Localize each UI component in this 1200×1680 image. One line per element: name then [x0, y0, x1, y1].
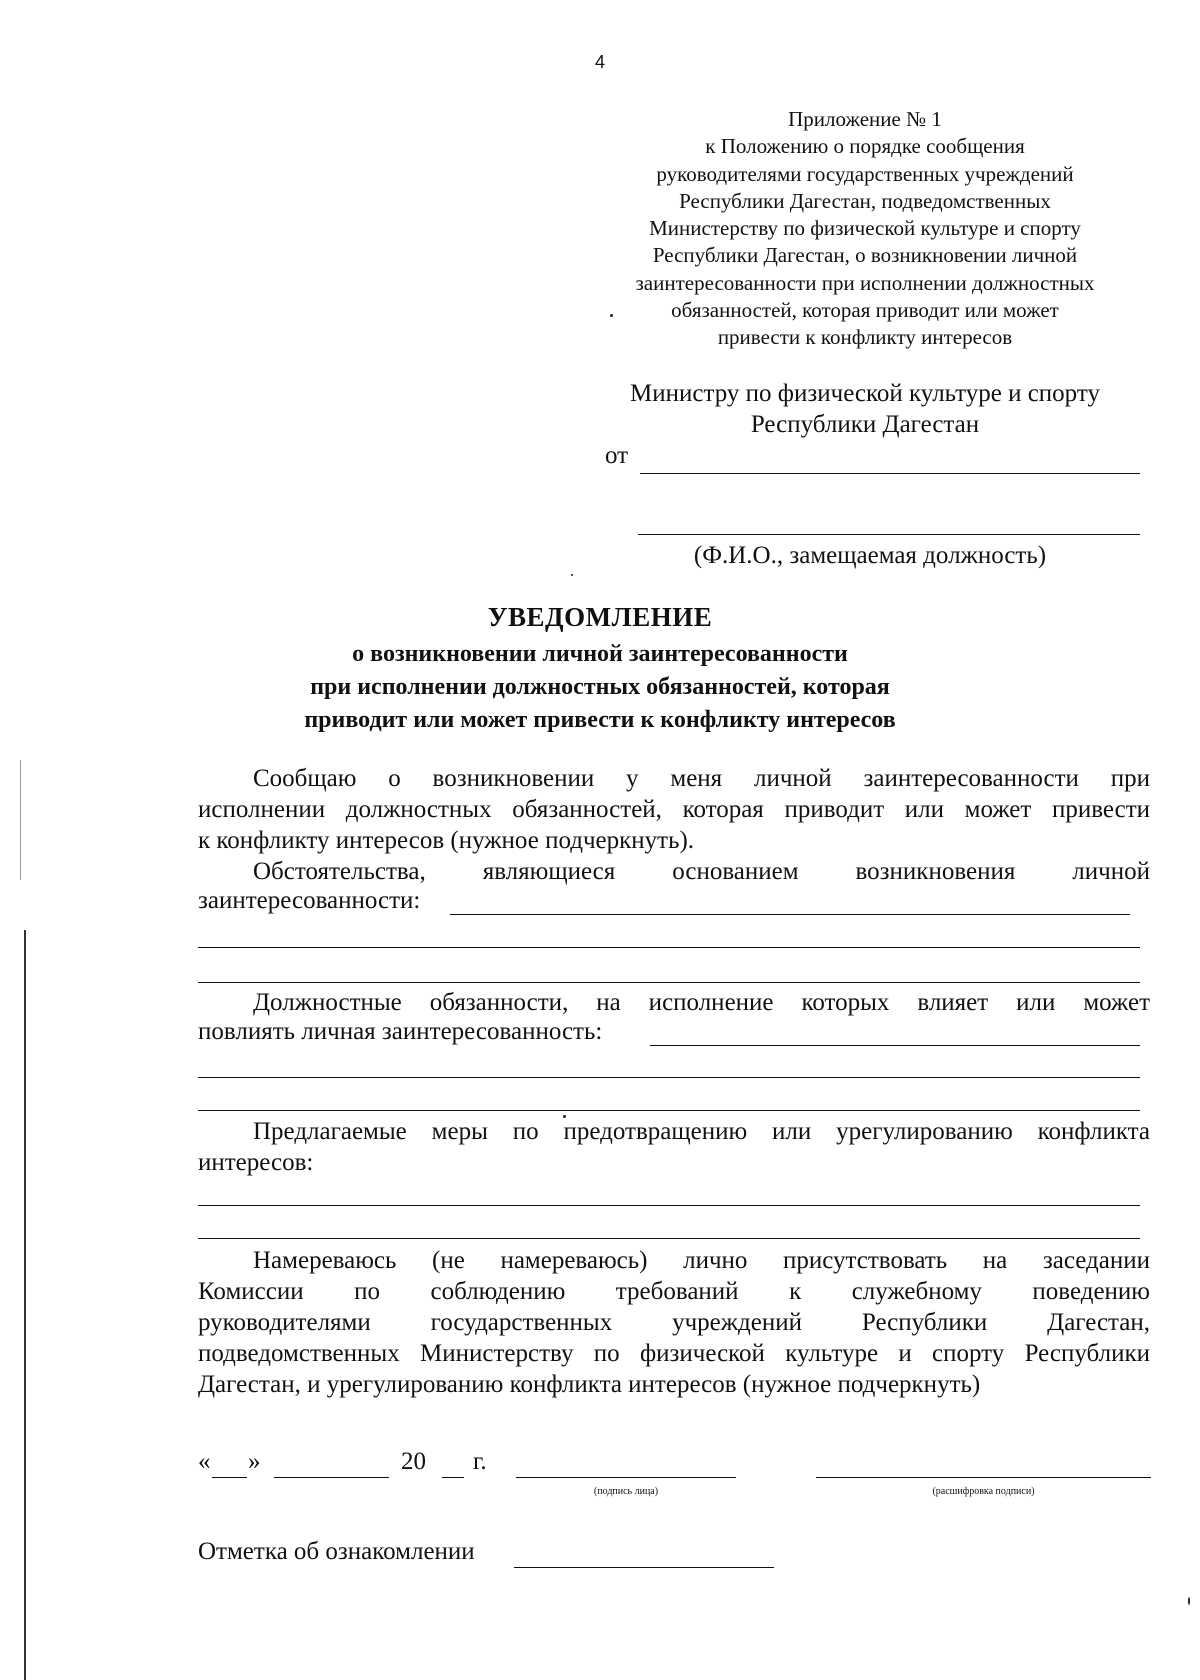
fio-caption: (Ф.И.О., замещаемая должность)	[693, 542, 1047, 569]
paragraph-circumstances	[198, 856, 1150, 887]
year-input-line[interactable]	[442, 1477, 464, 1478]
quote-close: »	[248, 1448, 261, 1475]
decoding-caption: (расшифровка подписи)	[932, 1486, 1035, 1497]
duties-input-line[interactable]	[198, 1110, 1140, 1111]
paragraph-line: к конфликту интересов (нужное подчеркнуть).	[198, 827, 695, 854]
duties-input-line[interactable]	[650, 1045, 1140, 1046]
scan-speck	[571, 574, 573, 576]
circumstances-input-line[interactable]	[198, 982, 1140, 983]
paragraph-duties	[198, 987, 1150, 1018]
day-input-line[interactable]	[212, 1477, 247, 1478]
paragraph-line: интересов:	[198, 1149, 314, 1176]
paragraph-line: Обстоятельства, являющиеся основанием возникновения личной	[253, 858, 1150, 885]
appendix-header	[615, 106, 1115, 352]
addressee-line: Республики Дагестан	[750, 411, 980, 438]
subtitle-line: о возникновении личной заинтересованности	[352, 641, 848, 667]
document-subtitle	[0, 638, 1200, 737]
signature-input-line[interactable]	[516, 1477, 736, 1478]
appendix-line: обязанностей, которая приводит или может	[671, 298, 1059, 323]
paragraph-line: Сообщаю о возникновении у меня личной заинтересованности при	[253, 765, 1150, 792]
paragraph-line: руководителями государственных учреждений Республики Дагестан,	[198, 1309, 1150, 1336]
paragraph-line: Намереваюсь (не намереваюсь) лично присутствовать на заседании	[253, 1247, 1150, 1274]
paragraph-line: исполнении должностных обязанностей, которая приводит или может привести	[198, 796, 1150, 823]
subtitle-line: приводит или может привести к конфликту интересов	[304, 707, 896, 733]
acknowledgement-input-line[interactable]	[514, 1567, 774, 1568]
paragraph-line: подведомственных Министерству по физической культуре и спорту Республики	[198, 1340, 1150, 1367]
duties-field[interactable]	[198, 1018, 1140, 1050]
appendix-line: привести к конфликту интересов	[717, 325, 1013, 350]
scan-artifact-line	[20, 760, 21, 880]
paragraph-line: Предлагаемые меры по предотвращению или урегулированию конфликта	[253, 1118, 1150, 1145]
circumstances-field[interactable]	[198, 887, 1140, 919]
appendix-line: руководителями государственных учреждений	[656, 161, 1074, 186]
acknowledgement-field[interactable]	[198, 1538, 798, 1570]
from-field[interactable]	[605, 442, 1140, 478]
scan-speck	[610, 314, 613, 317]
duties-input-line[interactable]	[198, 1077, 1140, 1078]
paragraph-notification	[198, 763, 1150, 856]
paragraph-line: Комиссии по соблюдению требований к служебному поведению	[198, 1278, 1150, 1305]
paragraph-line: Должностные обязанности, на исполнение которых влияет или может	[253, 989, 1150, 1016]
circumstances-input-line[interactable]	[450, 914, 1130, 915]
scan-edge-line	[24, 930, 26, 1680]
date-signature-row	[198, 1448, 1153, 1508]
document-title: УВЕДОМЛЕНИЕ	[487, 602, 713, 632]
page-number: 4	[594, 52, 605, 72]
from-input-line[interactable]	[640, 473, 1140, 474]
appendix-line: заинтересованности при исполнении должностных	[635, 270, 1095, 295]
signature-decoding-input-line[interactable]	[816, 1477, 1151, 1478]
subtitle-line: при исполнении должностных обязанностей, которая	[310, 674, 890, 700]
month-input-line[interactable]	[274, 1477, 389, 1478]
signature-caption: (подпись лица)	[593, 1486, 659, 1497]
addressee-block	[595, 378, 1135, 440]
acknowledgement-label: Отметка об ознакомлении	[198, 1538, 475, 1565]
measures-input-line[interactable]	[198, 1205, 1140, 1206]
paragraph-line: Дагестан, и урегулированию конфликта интересов (нужное подчеркнуть)	[198, 1371, 981, 1398]
addressee-line: Министру по физической культуре и спорту	[630, 380, 1100, 407]
measures-input-line[interactable]	[198, 1238, 1140, 1239]
paragraph-intention	[198, 1245, 1150, 1400]
paragraph-measures	[198, 1116, 1150, 1178]
appendix-line: к Положению о порядке сообщения	[705, 134, 1025, 159]
circumstances-input-line[interactable]	[198, 947, 1140, 948]
year-suffix: г.	[473, 1448, 487, 1475]
quote-open: «	[198, 1448, 211, 1475]
fio-input-line[interactable]	[638, 534, 1140, 535]
from-label: от	[605, 442, 629, 469]
appendix-line: Министерству по физической культуре и спорту	[649, 216, 1081, 241]
appendix-line: Республики Дагестан, о возникновении личной	[652, 243, 1078, 268]
appendix-line: Приложение № 1	[788, 107, 942, 131]
scan-speck	[1188, 1597, 1190, 1605]
duties-label: повлиять личная заинтересованность:	[198, 1018, 603, 1045]
circumstances-label: заинтересованности:	[198, 887, 421, 914]
year-prefix: 20	[401, 1448, 426, 1475]
appendix-line: Республики Дагестан, подведомственных	[679, 188, 1051, 213]
